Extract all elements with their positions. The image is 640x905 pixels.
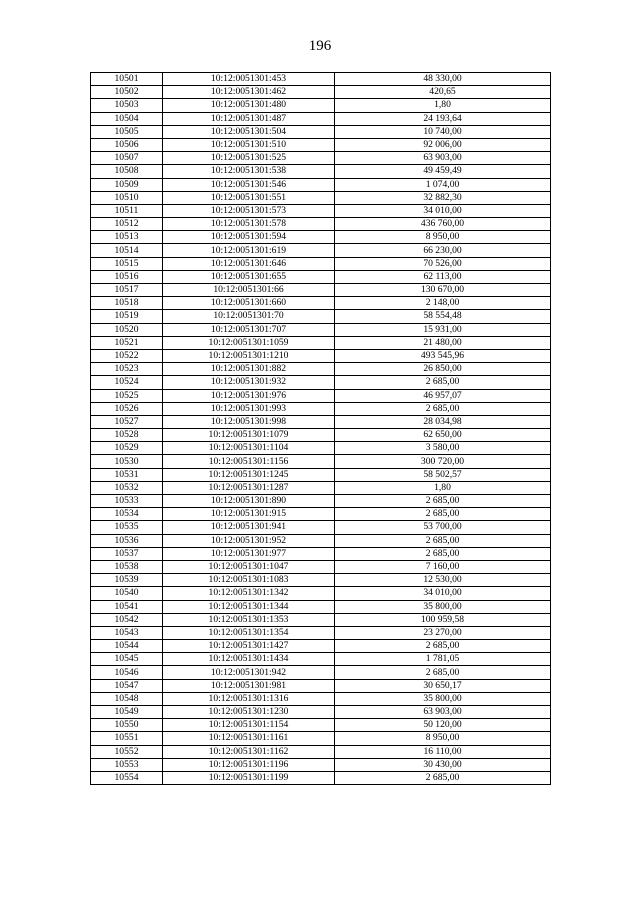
- table-row: [91, 640, 551, 653]
- row-number-cell: 10519: [91, 310, 163, 323]
- table-row: [91, 231, 551, 244]
- cadastral-number-cell: 10:12:0051301:915: [163, 508, 335, 521]
- table-row: [91, 191, 551, 204]
- row-number-cell: 10551: [91, 732, 163, 745]
- amount-cell: 8 950,00: [335, 231, 551, 244]
- table-row: [91, 73, 551, 86]
- row-number-cell: 10527: [91, 415, 163, 428]
- table-row: [91, 402, 551, 415]
- row-number-cell: 10535: [91, 521, 163, 534]
- row-number-cell: 10525: [91, 389, 163, 402]
- cadastral-number-cell: 10:12:0051301:1196: [163, 758, 335, 771]
- row-number-cell: 10518: [91, 297, 163, 310]
- cadastral-number-cell: 10:12:0051301:619: [163, 244, 335, 257]
- amount-cell: 1,80: [335, 99, 551, 112]
- row-number-cell: 10552: [91, 745, 163, 758]
- row-number-cell: 10538: [91, 560, 163, 573]
- amount-cell: 53 700,00: [335, 521, 551, 534]
- row-number-cell: 10501: [91, 73, 163, 86]
- cadastral-number-cell: 10:12:0051301:1059: [163, 336, 335, 349]
- row-number-cell: 10511: [91, 204, 163, 217]
- table-row: [91, 99, 551, 112]
- table-row: [91, 125, 551, 138]
- table-row: [91, 508, 551, 521]
- cadastral-number-cell: 10:12:0051301:993: [163, 402, 335, 415]
- amount-cell: 28 034,98: [335, 415, 551, 428]
- row-number-cell: 10554: [91, 771, 163, 784]
- row-number-cell: 10508: [91, 165, 163, 178]
- table-row: [91, 692, 551, 705]
- row-number-cell: 10503: [91, 99, 163, 112]
- cadastral-number-cell: 10:12:0051301:525: [163, 152, 335, 165]
- table-row: [91, 310, 551, 323]
- cadastral-number-cell: 10:12:0051301:1210: [163, 349, 335, 362]
- table-row: [91, 363, 551, 376]
- amount-cell: 32 882,30: [335, 191, 551, 204]
- cadastral-number-cell: 10:12:0051301:453: [163, 73, 335, 86]
- row-number-cell: 10515: [91, 257, 163, 270]
- table-body: [91, 73, 551, 785]
- amount-cell: 420,65: [335, 86, 551, 99]
- cadastral-number-cell: 10:12:0051301:1342: [163, 587, 335, 600]
- table-row: [91, 547, 551, 560]
- row-number-cell: 10529: [91, 442, 163, 455]
- table-row: [91, 284, 551, 297]
- table-row: [91, 376, 551, 389]
- amount-cell: 24 193,64: [335, 112, 551, 125]
- amount-cell: 2 685,00: [335, 666, 551, 679]
- table-row: [91, 455, 551, 468]
- table-row: [91, 165, 551, 178]
- row-number-cell: 10553: [91, 758, 163, 771]
- cadastral-number-cell: 10:12:0051301:976: [163, 389, 335, 402]
- amount-cell: 66 230,00: [335, 244, 551, 257]
- row-number-cell: 10505: [91, 125, 163, 138]
- row-number-cell: 10528: [91, 429, 163, 442]
- amount-cell: 2 685,00: [335, 547, 551, 560]
- page-number: 196: [308, 38, 332, 54]
- table-row: [91, 613, 551, 626]
- row-number-cell: 10523: [91, 363, 163, 376]
- amount-cell: 92 006,00: [335, 138, 551, 151]
- amount-cell: 58 554,48: [335, 310, 551, 323]
- row-number-cell: 10549: [91, 706, 163, 719]
- row-number-cell: 10547: [91, 679, 163, 692]
- amount-cell: 300 720,00: [335, 455, 551, 468]
- amount-cell: 493 545,96: [335, 349, 551, 362]
- amount-cell: 2 148,00: [335, 297, 551, 310]
- amount-cell: 130 670,00: [335, 284, 551, 297]
- cadastral-number-cell: 10:12:0051301:932: [163, 376, 335, 389]
- table-row: [91, 534, 551, 547]
- table-row: [91, 587, 551, 600]
- table-row: [91, 732, 551, 745]
- row-number-cell: 10502: [91, 86, 163, 99]
- table-row: [91, 349, 551, 362]
- amount-cell: 2 685,00: [335, 495, 551, 508]
- table-row: [91, 771, 551, 784]
- amount-cell: 2 685,00: [335, 640, 551, 653]
- table-row: [91, 178, 551, 191]
- table-row: [91, 758, 551, 771]
- cadastral-number-cell: 10:12:0051301:510: [163, 138, 335, 151]
- amount-cell: 1,80: [335, 481, 551, 494]
- cadastral-number-cell: 10:12:0051301:655: [163, 270, 335, 283]
- cadastral-number-cell: 10:12:0051301:646: [163, 257, 335, 270]
- amount-cell: 62 650,00: [335, 429, 551, 442]
- amount-cell: 1 781,05: [335, 653, 551, 666]
- row-number-cell: 10532: [91, 481, 163, 494]
- cadastral-number-cell: 10:12:0051301:487: [163, 112, 335, 125]
- row-number-cell: 10522: [91, 349, 163, 362]
- row-number-cell: 10543: [91, 626, 163, 639]
- cadastral-number-cell: 10:12:0051301:1047: [163, 560, 335, 573]
- amount-cell: 16 110,00: [335, 745, 551, 758]
- cadastral-number-cell: 10:12:0051301:1287: [163, 481, 335, 494]
- table-row: [91, 468, 551, 481]
- amount-cell: 1 074,00: [335, 178, 551, 191]
- amount-cell: 23 270,00: [335, 626, 551, 639]
- cadastral-number-cell: 10:12:0051301:573: [163, 204, 335, 217]
- table-row: [91, 112, 551, 125]
- amount-cell: 34 010,00: [335, 204, 551, 217]
- amount-cell: 63 903,00: [335, 152, 551, 165]
- cadastral-number-cell: 10:12:0051301:66: [163, 284, 335, 297]
- row-number-cell: 10540: [91, 587, 163, 600]
- row-number-cell: 10526: [91, 402, 163, 415]
- amount-cell: 35 800,00: [335, 692, 551, 705]
- table-row: [91, 521, 551, 534]
- table-row: [91, 138, 551, 151]
- table-row: [91, 653, 551, 666]
- row-number-cell: 10512: [91, 218, 163, 231]
- row-number-cell: 10530: [91, 455, 163, 468]
- amount-cell: 100 959,58: [335, 613, 551, 626]
- row-number-cell: 10548: [91, 692, 163, 705]
- row-number-cell: 10544: [91, 640, 163, 653]
- cadastral-number-cell: 10:12:0051301:981: [163, 679, 335, 692]
- cadastral-number-cell: 10:12:0051301:594: [163, 231, 335, 244]
- table-row: [91, 679, 551, 692]
- amount-cell: 21 480,00: [335, 336, 551, 349]
- cadastral-number-cell: 10:12:0051301:1245: [163, 468, 335, 481]
- table-row: [91, 560, 551, 573]
- row-number-cell: 10509: [91, 178, 163, 191]
- cadastral-number-cell: 10:12:0051301:882: [163, 363, 335, 376]
- table-row: [91, 442, 551, 455]
- amount-cell: 70 526,00: [335, 257, 551, 270]
- amount-cell: 30 430,00: [335, 758, 551, 771]
- table-row: [91, 257, 551, 270]
- amount-cell: 34 010,00: [335, 587, 551, 600]
- row-number-cell: 10504: [91, 112, 163, 125]
- cadastral-number-cell: 10:12:0051301:1156: [163, 455, 335, 468]
- amount-cell: 2 685,00: [335, 508, 551, 521]
- amount-cell: 2 685,00: [335, 376, 551, 389]
- cadastral-number-cell: 10:12:0051301:707: [163, 323, 335, 336]
- amount-cell: 7 160,00: [335, 560, 551, 573]
- amount-cell: 26 850,00: [335, 363, 551, 376]
- cadastral-number-cell: 10:12:0051301:70: [163, 310, 335, 323]
- table-row: [91, 218, 551, 231]
- amount-cell: 35 800,00: [335, 600, 551, 613]
- table-row: [91, 204, 551, 217]
- amount-cell: 30 650,17: [335, 679, 551, 692]
- row-number-cell: 10536: [91, 534, 163, 547]
- cadastral-number-cell: 10:12:0051301:1154: [163, 719, 335, 732]
- amount-cell: 50 120,00: [335, 719, 551, 732]
- amount-cell: 8 950,00: [335, 732, 551, 745]
- table-row: [91, 297, 551, 310]
- cadastral-number-cell: 10:12:0051301:578: [163, 218, 335, 231]
- cadastral-number-cell: 10:12:0051301:941: [163, 521, 335, 534]
- table-row: [91, 86, 551, 99]
- cadastral-number-cell: 10:12:0051301:952: [163, 534, 335, 547]
- amount-cell: 10 740,00: [335, 125, 551, 138]
- table-row: [91, 745, 551, 758]
- row-number-cell: 10537: [91, 547, 163, 560]
- cadastral-number-cell: 10:12:0051301:1161: [163, 732, 335, 745]
- row-number-cell: 10541: [91, 600, 163, 613]
- cadastral-number-cell: 10:12:0051301:1230: [163, 706, 335, 719]
- table-row: [91, 389, 551, 402]
- table-row: [91, 152, 551, 165]
- amount-cell: 62 113,00: [335, 270, 551, 283]
- amount-cell: 2 685,00: [335, 771, 551, 784]
- row-number-cell: 10534: [91, 508, 163, 521]
- cadastral-number-cell: 10:12:0051301:660: [163, 297, 335, 310]
- cadastral-number-cell: 10:12:0051301:538: [163, 165, 335, 178]
- amount-cell: 15 931,00: [335, 323, 551, 336]
- table-row: [91, 495, 551, 508]
- cadastral-number-cell: 10:12:0051301:942: [163, 666, 335, 679]
- row-number-cell: 10545: [91, 653, 163, 666]
- table-row: [91, 323, 551, 336]
- row-number-cell: 10546: [91, 666, 163, 679]
- cadastral-number-cell: 10:12:0051301:1434: [163, 653, 335, 666]
- table-row: [91, 481, 551, 494]
- cadastral-number-cell: 10:12:0051301:504: [163, 125, 335, 138]
- cadastral-number-cell: 10:12:0051301:890: [163, 495, 335, 508]
- data-table: [90, 72, 551, 785]
- amount-cell: 49 459,49: [335, 165, 551, 178]
- table-row: [91, 574, 551, 587]
- cadastral-number-cell: 10:12:0051301:1199: [163, 771, 335, 784]
- cadastral-number-cell: 10:12:0051301:977: [163, 547, 335, 560]
- amount-cell: 436 760,00: [335, 218, 551, 231]
- row-number-cell: 10542: [91, 613, 163, 626]
- row-number-cell: 10524: [91, 376, 163, 389]
- table-row: [91, 415, 551, 428]
- row-number-cell: 10521: [91, 336, 163, 349]
- row-number-cell: 10513: [91, 231, 163, 244]
- cadastral-number-cell: 10:12:0051301:462: [163, 86, 335, 99]
- cadastral-number-cell: 10:12:0051301:480: [163, 99, 335, 112]
- amount-cell: 48 330,00: [335, 73, 551, 86]
- row-number-cell: 10506: [91, 138, 163, 151]
- cadastral-number-cell: 10:12:0051301:1353: [163, 613, 335, 626]
- cadastral-number-cell: 10:12:0051301:1316: [163, 692, 335, 705]
- table-row: [91, 429, 551, 442]
- amount-cell: 46 957,07: [335, 389, 551, 402]
- amount-cell: 2 685,00: [335, 534, 551, 547]
- amount-cell: 58 502,57: [335, 468, 551, 481]
- row-number-cell: 10510: [91, 191, 163, 204]
- cadastral-number-cell: 10:12:0051301:1079: [163, 429, 335, 442]
- cadastral-number-cell: 10:12:0051301:1344: [163, 600, 335, 613]
- table-row: [91, 626, 551, 639]
- cadastral-number-cell: 10:12:0051301:1427: [163, 640, 335, 653]
- amount-cell: 3 580,00: [335, 442, 551, 455]
- row-number-cell: 10507: [91, 152, 163, 165]
- row-number-cell: 10531: [91, 468, 163, 481]
- row-number-cell: 10514: [91, 244, 163, 257]
- cadastral-number-cell: 10:12:0051301:1162: [163, 745, 335, 758]
- table-row: [91, 244, 551, 257]
- cadastral-number-cell: 10:12:0051301:1083: [163, 574, 335, 587]
- table-row: [91, 600, 551, 613]
- cadastral-number-cell: 10:12:0051301:1104: [163, 442, 335, 455]
- cadastral-number-cell: 10:12:0051301:546: [163, 178, 335, 191]
- row-number-cell: 10533: [91, 495, 163, 508]
- row-number-cell: 10550: [91, 719, 163, 732]
- row-number-cell: 10516: [91, 270, 163, 283]
- row-number-cell: 10539: [91, 574, 163, 587]
- table-row: [91, 336, 551, 349]
- table-row: [91, 270, 551, 283]
- row-number-cell: 10520: [91, 323, 163, 336]
- cadastral-number-cell: 10:12:0051301:1354: [163, 626, 335, 639]
- amount-cell: 2 685,00: [335, 402, 551, 415]
- amount-cell: 12 530,00: [335, 574, 551, 587]
- table-row: [91, 666, 551, 679]
- row-number-cell: 10517: [91, 284, 163, 297]
- table-row: [91, 706, 551, 719]
- cadastral-number-cell: 10:12:0051301:998: [163, 415, 335, 428]
- amount-cell: 63 903,00: [335, 706, 551, 719]
- cadastral-number-cell: 10:12:0051301:551: [163, 191, 335, 204]
- table-row: [91, 719, 551, 732]
